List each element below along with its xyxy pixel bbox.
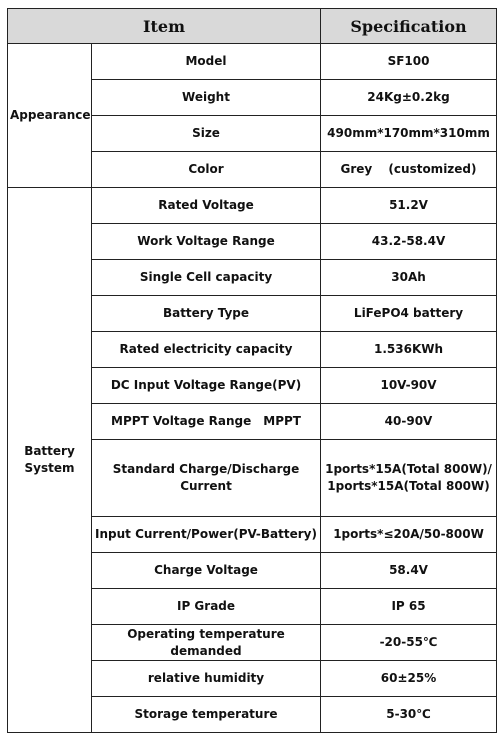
specification-table <box>7 8 497 733</box>
row-label: Single Cell capacity <box>92 260 321 296</box>
row-label: Storage temperature <box>92 697 321 733</box>
row-label: Battery Type <box>92 296 321 332</box>
header-specification: Specification <box>321 9 497 44</box>
row-label: Weight <box>92 80 321 116</box>
table-row <box>8 44 497 80</box>
row-value: 60±25% <box>321 661 497 697</box>
row-label: MPPT Voltage Range MPPT <box>92 404 321 440</box>
row-value: 58.4V <box>321 553 497 589</box>
row-label: IP Grade <box>92 589 321 625</box>
header-row <box>8 9 497 44</box>
row-value: -20-55℃ <box>321 625 497 661</box>
row-value: SF100 <box>321 44 497 80</box>
table-row <box>8 188 497 224</box>
row-value: 43.2-58.4V <box>321 224 497 260</box>
row-label: Rated Voltage <box>92 188 321 224</box>
row-label: Color <box>92 152 321 188</box>
row-value: 51.2V <box>321 188 497 224</box>
row-value-line2: 1ports*15A(Total 800W) <box>327 479 490 493</box>
row-label: Operating temperature demanded <box>92 625 321 661</box>
row-value: LiFePO4 battery <box>321 296 497 332</box>
group-battery-line1: Battery <box>24 444 75 458</box>
row-value: 24Kg±0.2kg <box>321 80 497 116</box>
row-value <box>321 440 497 517</box>
row-value: 1ports*≤20A/50-800W <box>321 517 497 553</box>
row-value: 490mm*170mm*310mm <box>321 116 497 152</box>
row-value: IP 65 <box>321 589 497 625</box>
group-battery-line2: System <box>24 461 75 475</box>
row-label: Size <box>92 116 321 152</box>
header-item: Item <box>8 9 321 44</box>
row-label: Model <box>92 44 321 80</box>
row-value-line1: 1ports*15A(Total 800W)/ <box>325 462 492 476</box>
row-label: DC Input Voltage Range(PV) <box>92 368 321 404</box>
row-label: Standard Charge/Discharge Current <box>92 440 321 517</box>
row-label: Work Voltage Range <box>92 224 321 260</box>
row-label: relative humidity <box>92 661 321 697</box>
row-value: 30Ah <box>321 260 497 296</box>
row-label: Input Current/Power(PV-Battery) <box>92 517 321 553</box>
row-value: 10V-90V <box>321 368 497 404</box>
group-battery-system <box>8 188 92 733</box>
row-value: 5-30℃ <box>321 697 497 733</box>
row-label: Charge Voltage <box>92 553 321 589</box>
row-value: 1.536KWh <box>321 332 497 368</box>
row-label: Rated electricity capacity <box>92 332 321 368</box>
row-value: Grey (customized) <box>321 152 497 188</box>
group-appearance: Appearance <box>8 44 92 188</box>
row-value: 40-90V <box>321 404 497 440</box>
